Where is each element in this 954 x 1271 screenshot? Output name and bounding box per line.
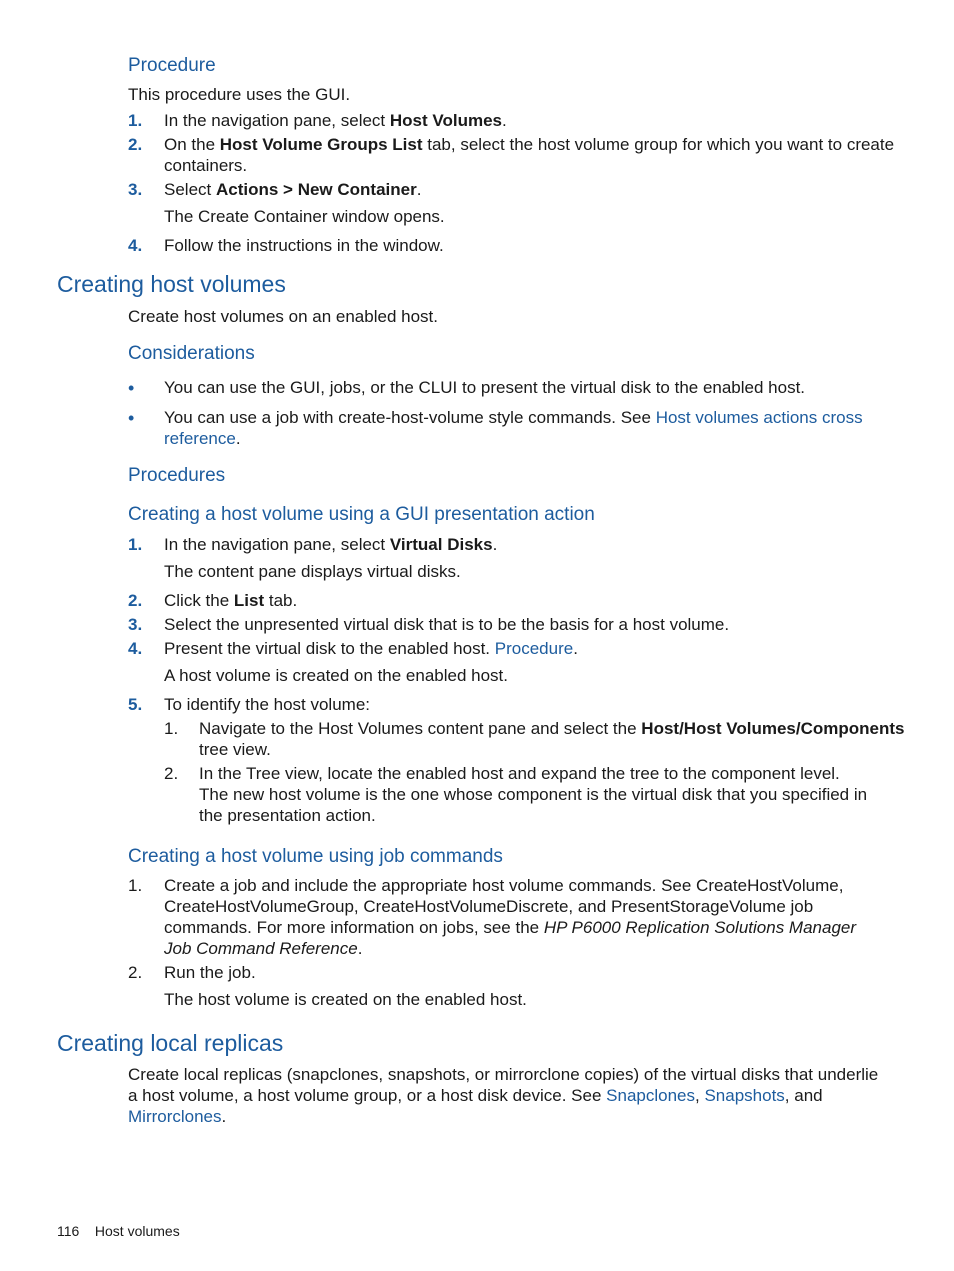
step-text: In the navigation pane, select Host Volumes. [164,111,507,130]
step-number: 4. [128,639,143,658]
substep-text: In the Tree view, locate the enabled host and expand the tree to the component level. [199,764,840,783]
step-text: On the Host Volume Groups List tab, select the host volume group for which you want to create [164,135,895,154]
step-number: 3. [128,615,143,634]
step-number: 5. [128,695,143,714]
substep-text-continued: The new host volume is the one whose component is the virtual disk that you specified in [199,785,868,804]
procedures-heading: Procedures [128,465,226,486]
reference-link[interactable]: reference [164,429,236,448]
substep-text-continued: tree view. [199,740,271,759]
procedure-heading: Procedure [128,55,216,76]
replicas-text: Create local replicas (snapclones, snapshots, or mirrorclone copies) of the virtual disks that underlie [128,1065,879,1084]
snapshots-link[interactable]: Snapshots [704,1086,785,1105]
step-text: Present the virtual disk to the enabled host. Procedure. [164,639,578,658]
step-result: The Create Container window opens. [164,207,445,226]
step-number: 1. [128,535,143,554]
step-text: Create a job and include the appropriate host volume commands. See CreateHostVolume, [164,876,844,895]
step-text-continued: CreateHostVolumeGroup, CreateHostVolumeDiscrete, and PresentStorageVolume job [164,897,814,916]
step-text-continued: Job Command Reference. [164,939,363,958]
mirrorclones-link[interactable]: Mirrorclones [128,1107,222,1126]
procedure-intro: This procedure uses the GUI. [128,85,351,104]
substep-number: 1. [164,719,179,738]
step-text-continued: containers. [164,156,248,175]
step-text: In the navigation pane, select Virtual Disks. [164,535,498,554]
bullet-item-continued: reference. [164,429,241,448]
substep-text-continued: the presentation action. [199,806,376,825]
step-number: 2. [128,963,143,982]
footer-section-title: Host volumes [94,1223,180,1239]
step-text: Run the job. [164,963,256,982]
step-number: 2. [128,135,143,154]
step-text: To identify the host volume: [164,695,371,714]
bullet-icon: • [128,378,135,398]
step-text: Select the unpresented virtual disk that is to be the basis for a host volume. [164,615,730,634]
step-text-continued: commands. For more information on jobs, see the HP P6000 Replication Solutions Manager [164,918,857,937]
step-text: Select Actions > New Container. [164,180,422,199]
step-text: Follow the instructions in the window. [164,236,444,255]
step-number: 2. [128,591,143,610]
step-result: The content pane displays virtual disks. [164,562,461,581]
step-number: 1. [128,111,143,130]
job-procedure-heading: Creating a host volume using job commands [128,846,503,867]
snapclones-link[interactable]: Snapclones [606,1086,695,1105]
considerations-heading: Considerations [128,343,255,364]
footer [57,1223,180,1239]
substep-text: Navigate to the Host Volumes content pane and select the Host/Host Volumes/Components [199,719,905,738]
bullet-item: You can use a job with create-host-volume style commands. See Host volumes actions cross [164,408,863,427]
bullet-item: You can use the GUI, jobs, or the CLUI to present the virtual disk to the enabled host. [164,378,806,397]
substep-number: 2. [164,764,179,783]
replicas-text-continued: a host volume, a host volume group, or a host disk device. See Snapclones, Snapshots, and [128,1086,823,1105]
step-number: 4. [128,236,143,255]
gui-procedure-heading: Creating a host volume using a GUI presentation action [128,504,595,525]
step-result: The host volume is created on the enabled host. [164,990,527,1009]
step-result: A host volume is created on the enabled host. [164,666,509,685]
section-intro: Create host volumes on an enabled host. [128,307,438,326]
procedure-link[interactable]: Procedure [494,639,574,658]
host-volumes-actions-link[interactable]: Host volumes actions cross [655,408,863,427]
step-number: 1. [128,876,143,895]
page-number: 116 [57,1223,80,1239]
step-text: Click the List tab. [164,591,298,610]
step-number: 3. [128,180,143,199]
section-heading-creating-local-replicas: Creating local replicas [57,1030,284,1056]
bullet-icon: • [128,408,135,428]
section-heading-creating-host-volumes: Creating host volumes [57,271,286,297]
replicas-text-continued: Mirrorclones. [128,1107,227,1126]
